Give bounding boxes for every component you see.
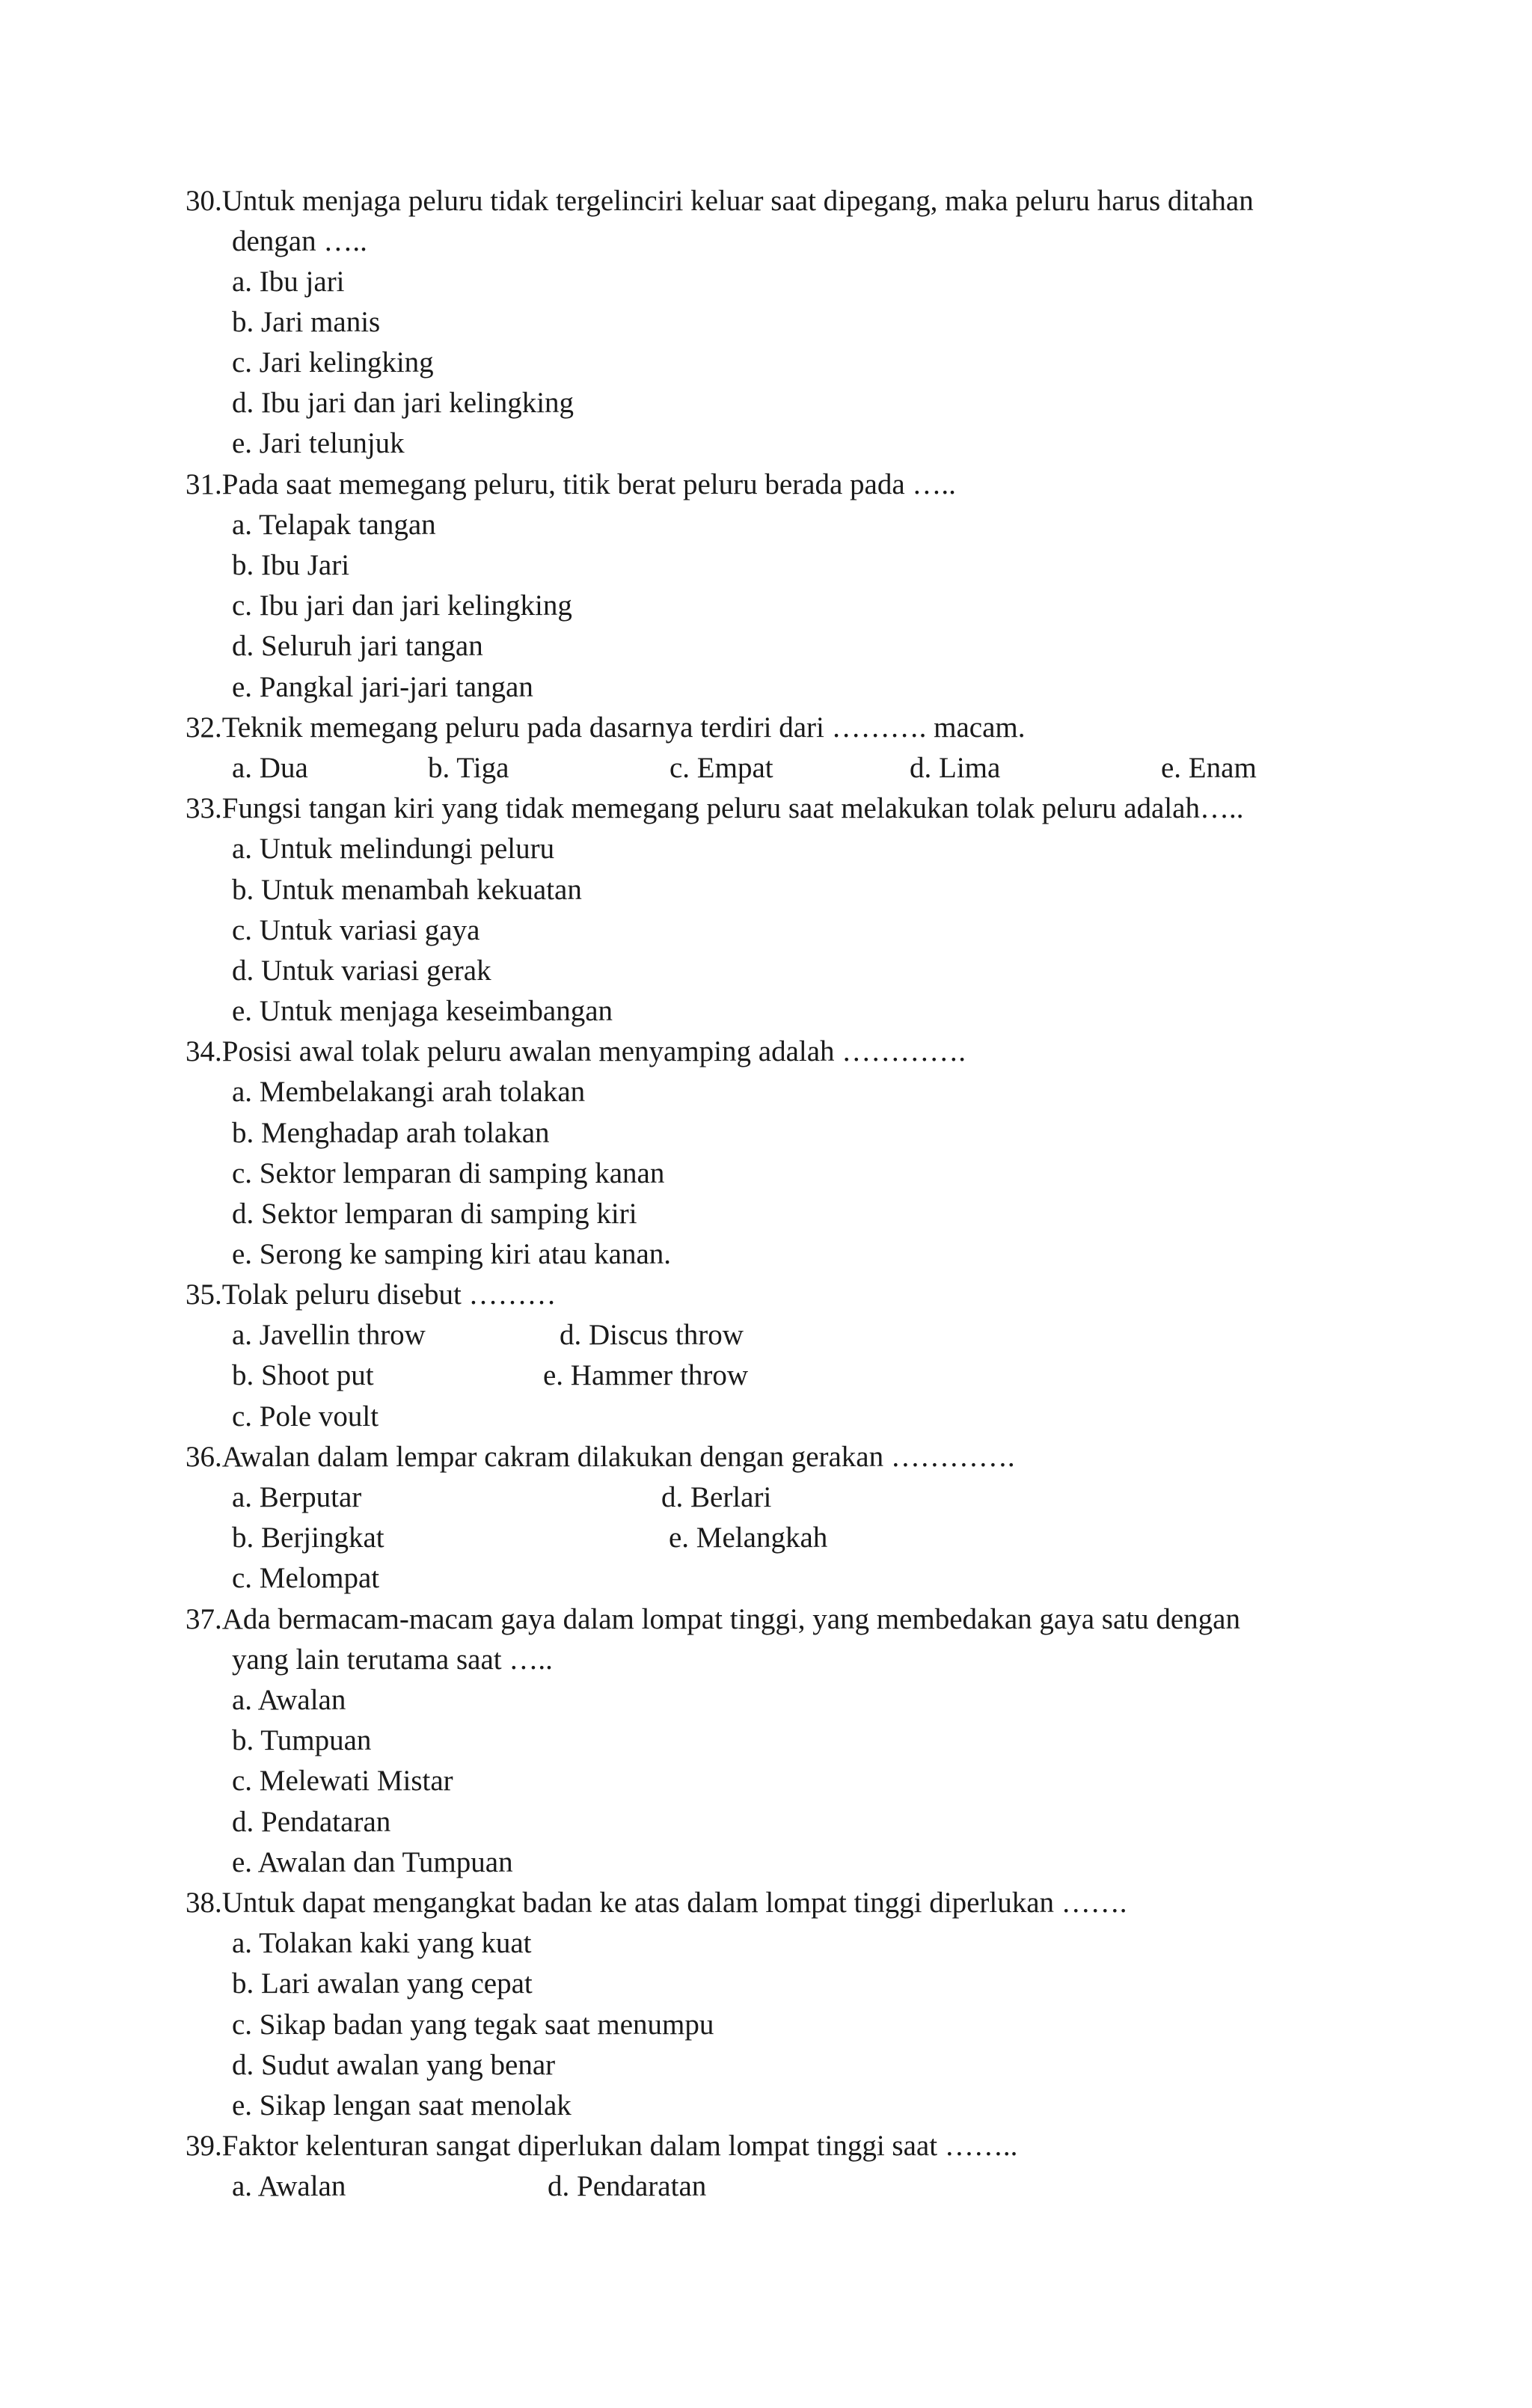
- question-text: Teknik memegang peluru pada dasarnya terdiri dari ………. macam.: [221, 711, 1026, 744]
- option-a: a. Membelakangi arah tolakan: [232, 1076, 586, 1108]
- option-e: e. Jari telunjuk: [232, 427, 405, 459]
- question-text: Faktor kelenturan sangat diperlukan dalam lompat tinggi saat ……..: [221, 2130, 1018, 2162]
- option-c: c. Jari kelingking: [232, 346, 434, 379]
- option-a: a. Berputar: [232, 1481, 362, 1513]
- question-number: 31.: [186, 468, 222, 500]
- option-d: d. Untuk variasi gerak: [232, 955, 491, 987]
- question-30: [186, 184, 1254, 218]
- option-b: b. Lari awalan yang cepat: [232, 1967, 533, 2000]
- question-number: 32.: [186, 711, 222, 744]
- option-c: c. Melompat: [232, 1562, 380, 1594]
- option-b: b. Shoot put: [232, 1359, 374, 1391]
- option-d: d. Lima: [910, 752, 1001, 784]
- question-35: [186, 1278, 557, 1312]
- question-text: Untuk dapat mengangkat badan ke atas dalam lompat tinggi diperlukan …….: [221, 1887, 1127, 1919]
- option-b: b. Jari manis: [232, 306, 381, 338]
- question-continuation: dengan …..: [232, 225, 367, 257]
- option-a: a. Dua: [232, 752, 308, 784]
- question-text: Fungsi tangan kiri yang tidak memegang peluru saat melakukan tolak peluru adalah…..: [221, 792, 1244, 824]
- option-d: d. Sektor lemparan di samping kiri: [232, 1198, 637, 1230]
- option-b: b. Menghadap arah tolakan: [232, 1117, 550, 1149]
- option-d: d. Ibu jari dan jari kelingking: [232, 387, 574, 419]
- question-37: [186, 1602, 1240, 1637]
- question-text: Pada saat memegang peluru, titik berat peluru berada pada …..: [221, 468, 956, 500]
- question-34: [186, 1035, 966, 1069]
- question-33: [186, 791, 1243, 826]
- question-text: Awalan dalam lempar cakram dilakukan dengan gerakan ………….: [221, 1441, 1015, 1473]
- option-d: d. Pendaratan: [548, 2170, 707, 2202]
- option-a: a. Tolakan kaki yang kuat: [232, 1927, 532, 1959]
- question-number: 35.: [186, 1278, 222, 1311]
- option-a: a. Telapak tangan: [232, 509, 436, 541]
- option-c: c. Melewati Mistar: [232, 1765, 453, 1797]
- question-number: 37.: [186, 1603, 222, 1635]
- option-c: c. Sikap badan yang tegak saat menumpu: [232, 2009, 714, 2041]
- option-b: b. Tumpuan: [232, 1724, 372, 1756]
- option-a: a. Untuk melindungi peluru: [232, 833, 555, 865]
- option-e: e. Awalan dan Tumpuan: [232, 1846, 513, 1878]
- option-e: e. Serong ke samping kiri atau kanan.: [232, 1238, 671, 1270]
- option-c: c. Sektor lemparan di samping kanan: [232, 1157, 665, 1189]
- option-c: c. Ibu jari dan jari kelingking: [232, 589, 572, 622]
- question-38: [186, 1886, 1127, 1920]
- option-b: b. Ibu Jari: [232, 549, 350, 581]
- option-c: c. Empat: [670, 752, 773, 784]
- option-b: b. Tiga: [428, 752, 509, 784]
- question-31: [186, 468, 956, 502]
- option-e: e. Untuk menjaga keseimbangan: [232, 995, 613, 1027]
- option-d: d. Seluruh jari tangan: [232, 630, 483, 662]
- question-36: [186, 1440, 1015, 1474]
- option-c: c. Untuk variasi gaya: [232, 914, 480, 946]
- option-b: b. Berjingkat: [232, 1522, 384, 1554]
- option-a: a. Awalan: [232, 1684, 346, 1716]
- question-text: Untuk menjaga peluru tidak tergelinciri keluar saat dipegang, maka peluru harus ditahan: [221, 185, 1254, 217]
- option-a: a. Ibu jari: [232, 266, 345, 298]
- option-c: c. Pole voult: [232, 1400, 379, 1433]
- option-d: d. Berlari: [661, 1481, 772, 1513]
- question-continuation: yang lain terutama saat …..: [232, 1643, 553, 1676]
- question-32: [186, 711, 1025, 745]
- question-number: 30.: [186, 185, 222, 217]
- option-a: a. Javellin throw: [232, 1319, 426, 1351]
- option-b: b. Untuk menambah kekuatan: [232, 874, 582, 906]
- question-number: 39.: [186, 2130, 222, 2162]
- option-d: d. Sudut awalan yang benar: [232, 2049, 556, 2081]
- question-number: 36.: [186, 1441, 222, 1473]
- question-39: [186, 2129, 1017, 2163]
- question-number: 33.: [186, 792, 222, 824]
- option-e: e. Hammer throw: [543, 1359, 748, 1391]
- question-text: Tolak peluru disebut ………: [221, 1278, 557, 1311]
- option-e: e. Sikap lengan saat menolak: [232, 2089, 572, 2121]
- option-a: a. Awalan: [232, 2170, 346, 2202]
- question-number: 38.: [186, 1887, 222, 1919]
- question-number: 34.: [186, 1035, 222, 1067]
- option-e: e. Pangkal jari-jari tangan: [232, 671, 533, 703]
- question-text: Posisi awal tolak peluru awalan menyamping adalah ………….: [221, 1035, 966, 1067]
- option-d: d. Discus throw: [560, 1319, 744, 1351]
- option-e: e. Enam: [1161, 752, 1257, 784]
- option-e: e. Melangkah: [669, 1522, 828, 1554]
- question-text: Ada bermacam-macam gaya dalam lompat tinggi, yang membedakan gaya satu dengan: [221, 1603, 1240, 1635]
- option-d: d. Pendataran: [232, 1806, 391, 1838]
